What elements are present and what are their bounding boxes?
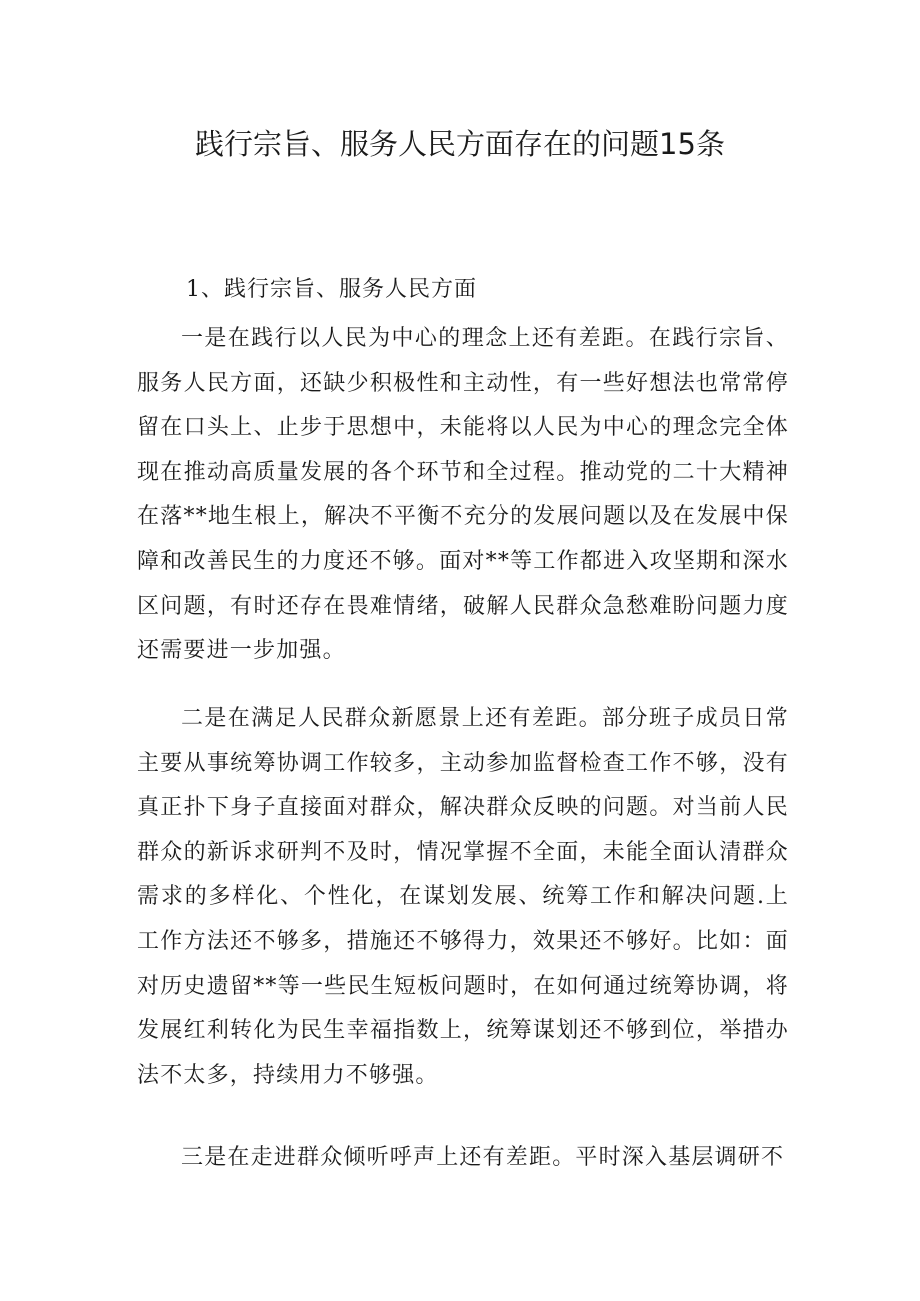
paragraph-1: 一是在践行以人民为中心的理念上还有差距。在践行宗旨、服务人民方面，还缺少积极性和主动性，有一些好想法也常常停留在口头上、止步于思想中，未能将以人民为中心的理念完全体现在推动高质量发展的各个环节和全过程。推动党的二十大精神在落**地生根上，解决不平衡不充分的发展问题以及在发展中保障和改善民生的力度还不够。面对**等工作都进入攻坚期和深水区问题，有时还存在畏难情绪，破解人民群众急愁难盼问题力度还需要进一步加强。 bbox=[137, 326, 789, 664]
paragraph-2: 二是在满足人民群众新愿景上还有差距。部分班子成员日常主要从事统筹协调工作较多，主动参加监督检查工作不够，没有真正扑下身子直接面对群众，解决群众反映的问题。对当前人民群众的新诉求研判不及时，情况掌握不全面，未能全面认清群众需求的多样化、个性化，在谋划发展、统筹工作和解决问题.上工作方法还不够多，措施还不够得力，效果还不够好。比如：面对历史遗留**等一些民生短板问题时，在如何通过统筹协调，将发展红利转化为民生幸福指数上，统筹谋划还不够到位，举措办法不太多，持续用力不够强。 bbox=[137, 706, 789, 1088]
document-title: 践行宗旨、服务人民方面存在的问题15条 bbox=[195, 127, 725, 161]
section-heading: 1、践行宗旨、服务人民方面 bbox=[186, 277, 477, 302]
paragraph-3: 三是在走进群众倾听呼声上还有差距。平时深入基层调研不 bbox=[181, 1145, 785, 1170]
